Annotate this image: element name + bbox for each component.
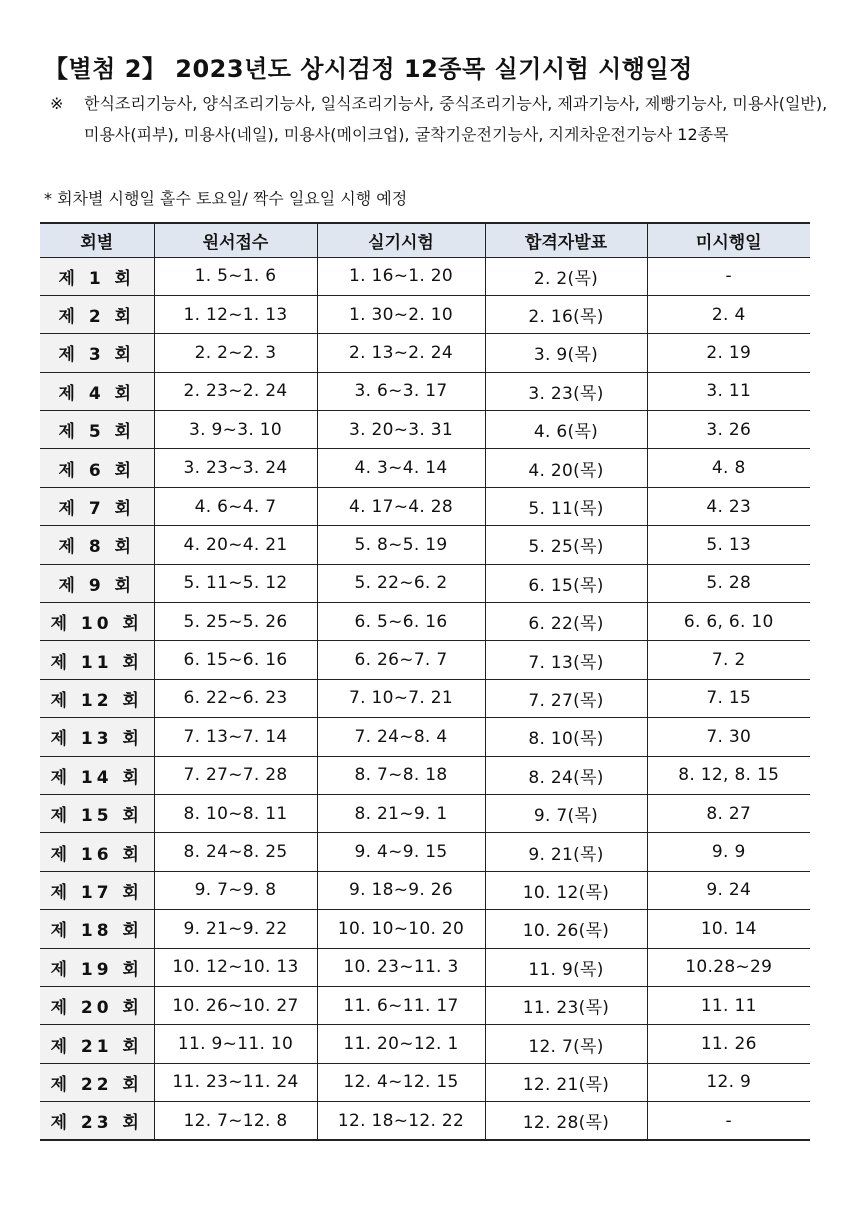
result-cell: 4. 6(목) (485, 411, 647, 449)
application-cell: 11. 23~11. 24 (154, 1063, 317, 1101)
table-row (40, 641, 810, 679)
table-row (40, 526, 810, 564)
application-cell: 8. 24~8. 25 (154, 833, 317, 871)
round-cell: 제 11 회 (40, 641, 154, 679)
application-cell: 1. 5~1. 6 (154, 257, 317, 295)
header-application: 원서접수 (154, 223, 317, 257)
result-cell: 10. 26(목) (485, 910, 647, 948)
result-cell: 4. 20(목) (485, 449, 647, 487)
application-cell: 7. 13~7. 14 (154, 718, 317, 756)
table-header-row (40, 223, 810, 257)
note (44, 88, 844, 150)
result-cell: 2. 16(목) (485, 295, 647, 333)
application-cell: 5. 11~5. 12 (154, 564, 317, 602)
exam-cell: 10. 10~10. 20 (317, 910, 485, 948)
schedule-table (40, 222, 810, 1141)
non-exam-cell: 8. 27 (647, 794, 810, 832)
table-row (40, 295, 810, 333)
application-cell: 9. 21~9. 22 (154, 910, 317, 948)
round-cell: 제 8 회 (40, 526, 154, 564)
application-cell: 12. 7~12. 8 (154, 1102, 317, 1140)
application-cell: 10. 12~10. 13 (154, 948, 317, 986)
round-cell: 제 4 회 (40, 372, 154, 410)
result-cell: 5. 25(목) (485, 526, 647, 564)
non-exam-cell: 3. 26 (647, 411, 810, 449)
application-cell: 1. 12~1. 13 (154, 295, 317, 333)
application-cell: 6. 22~6. 23 (154, 679, 317, 717)
table-row (40, 794, 810, 832)
non-exam-cell: 7. 2 (647, 641, 810, 679)
non-exam-cell: 12. 9 (647, 1063, 810, 1101)
application-cell: 3. 9~3. 10 (154, 411, 317, 449)
table-row (40, 257, 810, 295)
table-row (40, 1063, 810, 1101)
exam-cell: 6. 26~7. 7 (317, 641, 485, 679)
exam-cell: 12. 4~12. 15 (317, 1063, 485, 1101)
result-cell: 3. 9(목) (485, 334, 647, 372)
non-exam-cell: 4. 8 (647, 449, 810, 487)
non-exam-cell: 3. 11 (647, 372, 810, 410)
exam-cell: 4. 17~4. 28 (317, 487, 485, 525)
exam-cell: 11. 6~11. 17 (317, 986, 485, 1024)
table-row (40, 833, 810, 871)
exam-cell: 2. 13~2. 24 (317, 334, 485, 372)
application-cell: 8. 10~8. 11 (154, 794, 317, 832)
non-exam-cell: 2. 19 (647, 334, 810, 372)
non-exam-cell: - (647, 257, 810, 295)
application-cell: 5. 25~5. 26 (154, 603, 317, 641)
header-result-announcement: 합격자발표 (485, 223, 647, 257)
non-exam-cell: 11. 11 (647, 986, 810, 1024)
non-exam-cell: 10.28~29 (647, 948, 810, 986)
non-exam-cell: 9. 24 (647, 871, 810, 909)
result-cell: 5. 11(목) (485, 487, 647, 525)
non-exam-cell: 7. 15 (647, 679, 810, 717)
table-row (40, 487, 810, 525)
table-row (40, 871, 810, 909)
round-cell: 제 7 회 (40, 487, 154, 525)
result-cell: 3. 23(목) (485, 372, 647, 410)
non-exam-cell: 4. 23 (647, 487, 810, 525)
result-cell: 12. 21(목) (485, 1063, 647, 1101)
subnote: * 회차별 시행일 홀수 토요일/ 짝수 일요일 시행 예정 (44, 189, 408, 208)
result-cell: 11. 9(목) (485, 948, 647, 986)
table-row (40, 756, 810, 794)
exam-cell: 8. 21~9. 1 (317, 794, 485, 832)
table-row (40, 334, 810, 372)
non-exam-cell: 6. 6, 6. 10 (647, 603, 810, 641)
round-cell: 제 17 회 (40, 871, 154, 909)
result-cell: 12. 7(목) (485, 1025, 647, 1063)
round-cell: 제 5 회 (40, 411, 154, 449)
table-row (40, 986, 810, 1024)
exam-cell: 6. 5~6. 16 (317, 603, 485, 641)
round-cell: 제 22 회 (40, 1063, 154, 1101)
table-row (40, 1102, 810, 1140)
result-cell: 9. 7(목) (485, 794, 647, 832)
round-cell: 제 10 회 (40, 603, 154, 641)
table-row (40, 603, 810, 641)
round-cell: 제 20 회 (40, 986, 154, 1024)
table-row (40, 449, 810, 487)
table-row (40, 1025, 810, 1063)
round-cell: 제 18 회 (40, 910, 154, 948)
application-cell: 4. 6~4. 7 (154, 487, 317, 525)
exam-cell: 7. 10~7. 21 (317, 679, 485, 717)
result-cell: 2. 2(목) (485, 257, 647, 295)
table-row (40, 564, 810, 602)
round-cell: 제 6 회 (40, 449, 154, 487)
result-cell: 8. 24(목) (485, 756, 647, 794)
application-cell: 6. 15~6. 16 (154, 641, 317, 679)
round-cell: 제 13 회 (40, 718, 154, 756)
exam-cell: 7. 24~8. 4 (317, 718, 485, 756)
round-cell: 제 1 회 (40, 257, 154, 295)
exam-cell: 11. 20~12. 1 (317, 1025, 485, 1063)
result-cell: 10. 12(목) (485, 871, 647, 909)
non-exam-cell: 2. 4 (647, 295, 810, 333)
table-row (40, 718, 810, 756)
note-text: 한식조리기능사, 양식조리기능사, 일식조리기능사, 중식조리기능사, 제과기능사, 제빵기능사, 미용사(일반), 미용사(피부), 미용사(네일), 미용사(메이크업), 굴착기운전기능사, 지게차운전기능사 12종목 (84, 94, 828, 144)
exam-cell: 9. 4~9. 15 (317, 833, 485, 871)
result-cell: 9. 21(목) (485, 833, 647, 871)
application-cell: 9. 7~9. 8 (154, 871, 317, 909)
exam-cell: 3. 6~3. 17 (317, 372, 485, 410)
exam-cell: 1. 16~1. 20 (317, 257, 485, 295)
result-cell: 8. 10(목) (485, 718, 647, 756)
non-exam-cell: 5. 28 (647, 564, 810, 602)
application-cell: 7. 27~7. 28 (154, 756, 317, 794)
reference-mark: ※ (50, 94, 64, 113)
round-cell: 제 23 회 (40, 1102, 154, 1140)
round-cell: 제 15 회 (40, 794, 154, 832)
application-cell: 11. 9~11. 10 (154, 1025, 317, 1063)
result-cell: 7. 13(목) (485, 641, 647, 679)
page-title: 【별첨 2】 2023년도 상시검정 12종목 실기시험 시행일정 (44, 55, 693, 83)
result-cell: 11. 23(목) (485, 986, 647, 1024)
application-cell: 4. 20~4. 21 (154, 526, 317, 564)
exam-cell: 10. 23~11. 3 (317, 948, 485, 986)
round-cell: 제 2 회 (40, 295, 154, 333)
exam-cell: 3. 20~3. 31 (317, 411, 485, 449)
application-cell: 2. 23~2. 24 (154, 372, 317, 410)
table-row (40, 948, 810, 986)
round-cell: 제 21 회 (40, 1025, 154, 1063)
non-exam-cell: - (647, 1102, 810, 1140)
result-cell: 6. 22(목) (485, 603, 647, 641)
non-exam-cell: 10. 14 (647, 910, 810, 948)
exam-cell: 12. 18~12. 22 (317, 1102, 485, 1140)
exam-cell: 5. 22~6. 2 (317, 564, 485, 602)
result-cell: 6. 15(목) (485, 564, 647, 602)
table-row (40, 411, 810, 449)
non-exam-cell: 7. 30 (647, 718, 810, 756)
exam-cell: 8. 7~8. 18 (317, 756, 485, 794)
result-cell: 12. 28(목) (485, 1102, 647, 1140)
non-exam-cell: 5. 13 (647, 526, 810, 564)
round-cell: 제 16 회 (40, 833, 154, 871)
table-row (40, 679, 810, 717)
round-cell: 제 9 회 (40, 564, 154, 602)
application-cell: 10. 26~10. 27 (154, 986, 317, 1024)
non-exam-cell: 8. 12, 8. 15 (647, 756, 810, 794)
round-cell: 제 14 회 (40, 756, 154, 794)
application-cell: 2. 2~2. 3 (154, 334, 317, 372)
exam-cell: 5. 8~5. 19 (317, 526, 485, 564)
round-cell: 제 3 회 (40, 334, 154, 372)
result-cell: 7. 27(목) (485, 679, 647, 717)
table-row (40, 910, 810, 948)
exam-cell: 1. 30~2. 10 (317, 295, 485, 333)
header-practical-exam: 실기시험 (317, 223, 485, 257)
exam-cell: 4. 3~4. 14 (317, 449, 485, 487)
header-round: 회별 (40, 223, 154, 257)
round-cell: 제 12 회 (40, 679, 154, 717)
round-cell: 제 19 회 (40, 948, 154, 986)
application-cell: 3. 23~3. 24 (154, 449, 317, 487)
non-exam-cell: 9. 9 (647, 833, 810, 871)
non-exam-cell: 11. 26 (647, 1025, 810, 1063)
exam-cell: 9. 18~9. 26 (317, 871, 485, 909)
header-non-exam-days: 미시행일 (647, 223, 810, 257)
table-row (40, 372, 810, 410)
